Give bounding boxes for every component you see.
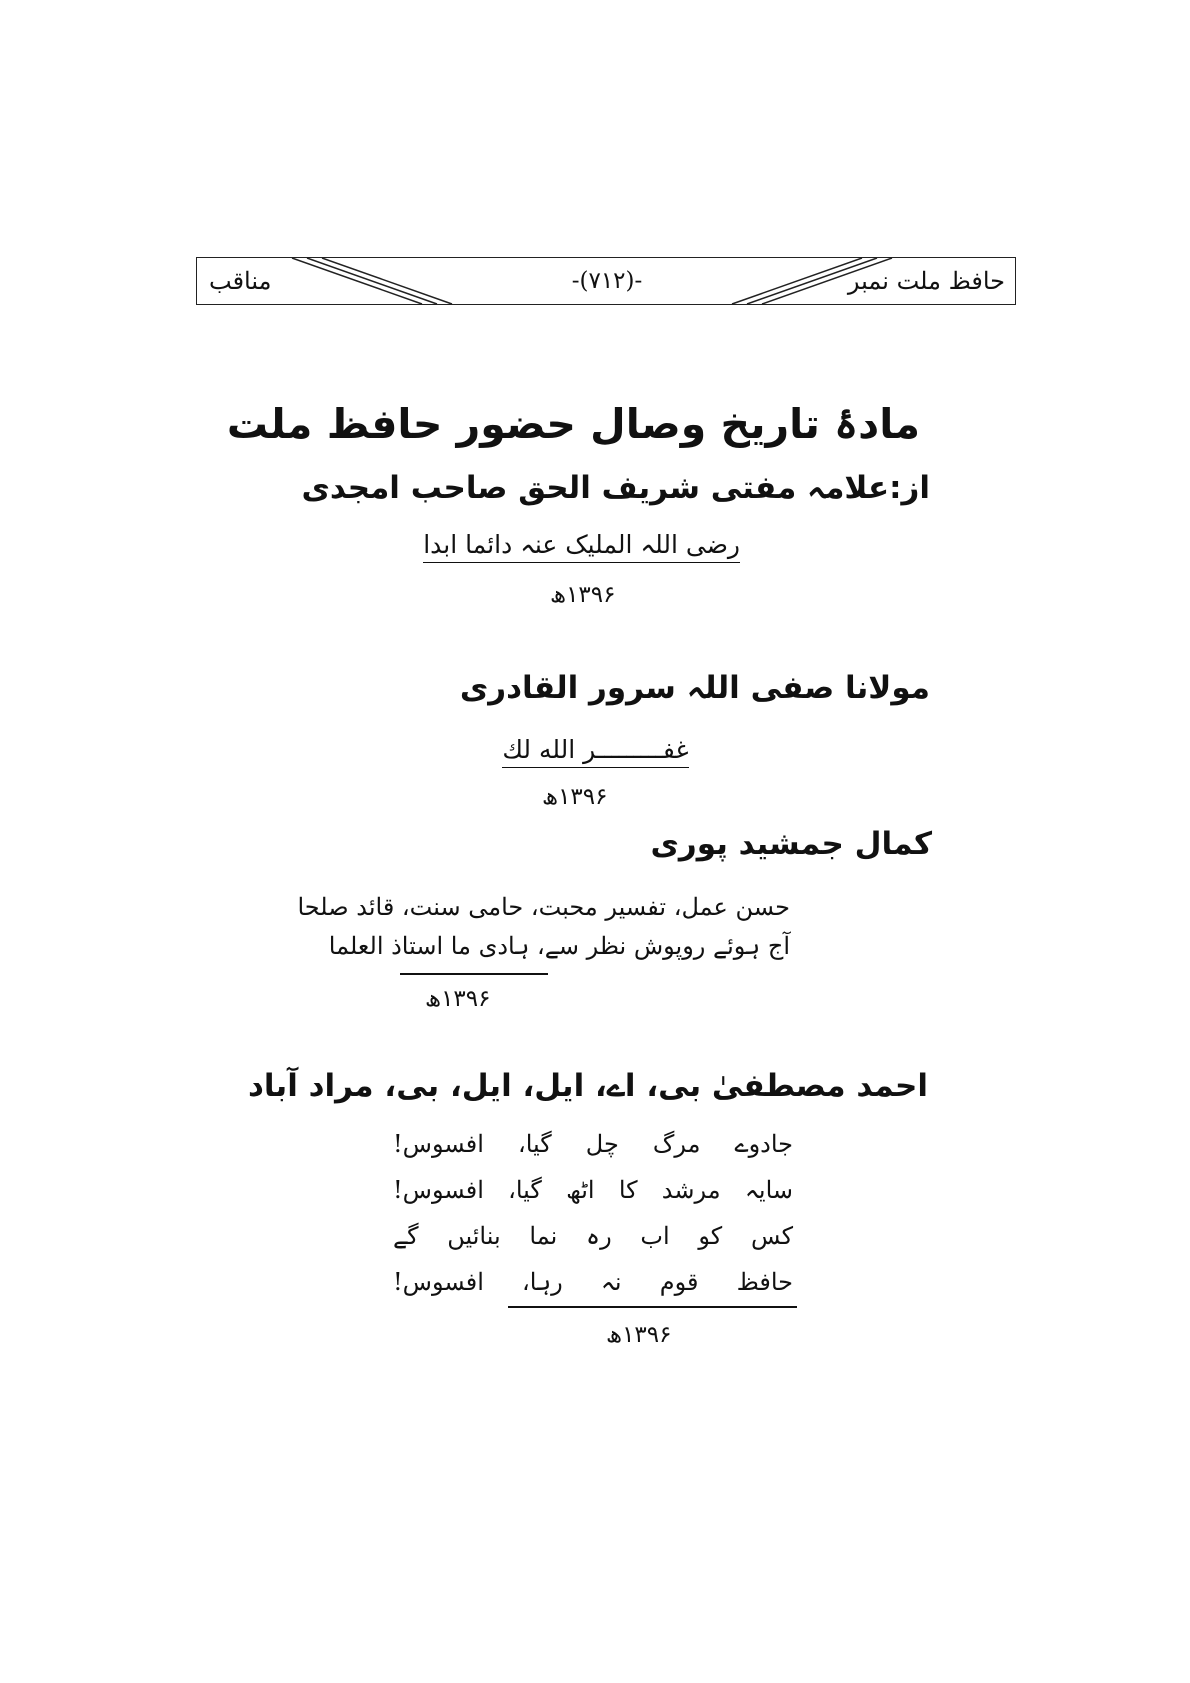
page-title: مادۂ تاریخ وصال حضور حافظ ملت — [226, 400, 920, 448]
hijri-year: ۱۳۹۶ھ — [606, 1322, 672, 1348]
running-header — [196, 257, 1016, 305]
author-name: از:علامہ مفتی شریف الحق صاحب امجدی — [301, 470, 930, 506]
hijri-year: ۱۳۹۶ھ — [542, 784, 608, 810]
chronogram-text: رضی اللہ الملیک عنہ دائما ابدا — [423, 530, 740, 563]
poem-line: حسن عمل، تفسیر محبت، حامی سنت، قائد صلحا — [297, 893, 790, 921]
author-name: کمال جمشید پوری — [650, 826, 932, 862]
left-double-rule — [292, 258, 452, 304]
hijri-year: ۱۳۹۶ھ — [425, 986, 491, 1012]
poem-line: کس کو اب رہ نما بنائیں گے — [393, 1222, 793, 1250]
poem-line: آج ہوئے روپوش نظر سے، ہادی ما استاذ العلما — [328, 932, 790, 960]
section-name: مناقب — [209, 267, 272, 295]
issue-name: حافظ ملت نمبر — [847, 267, 1005, 295]
poem-line: جادوے مرگ چل گیا، افسوس! — [393, 1130, 793, 1158]
author-name: مولانا صفی اللہ سرور القادری — [459, 670, 930, 706]
chronogram-underline — [400, 973, 548, 975]
poem-line: حافظ قوم نہ رہا، افسوس! — [393, 1268, 793, 1296]
chronogram-underline — [508, 1306, 797, 1308]
hijri-year: ۱۳۹۶ھ — [550, 582, 616, 608]
chronogram-text: غفـــــــــر الله لك — [502, 735, 688, 768]
page-number: -(۷۱۲)- — [571, 268, 643, 294]
chronogram-line — [498, 735, 693, 764]
author-name: احمد مصطفیٰ بی، اے، ایل، ایل، بی، مراد آباد — [248, 1068, 928, 1104]
chronogram-line — [423, 530, 740, 559]
poem-line: سایہ مرشد کا اٹھ گیا، افسوس! — [393, 1176, 793, 1204]
